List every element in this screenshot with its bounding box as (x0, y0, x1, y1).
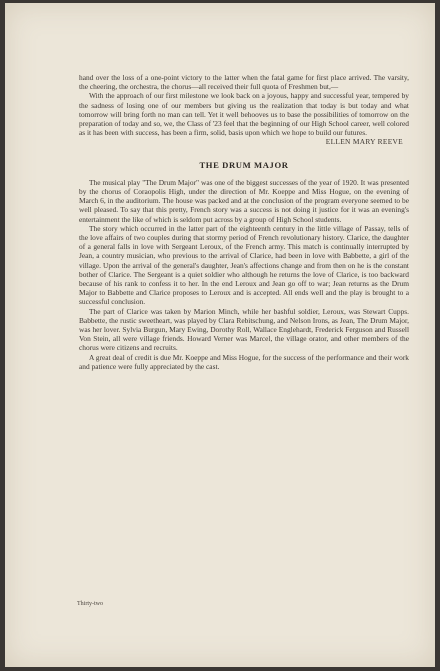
play-intro-paragraph: The musical play "The Drum Major" was one of the biggest successes of the year of 1920. It was presented by the chorus of Coraopolis High, under the direction of Mr. Koeppe and Miss Hogue, on the evening of March 6, in the auditorium. The house was packed and at the conclusion of the program everyone seemed to be well pleased. To say that this pretty, French story was a success is not doing it justice for it was an evening's entertainment the like of which is seldom put across by a group of High School students. (79, 177, 409, 224)
page-number: Thirty-two (77, 601, 103, 607)
document-page (5, 3, 435, 667)
class-paragraph: With the approach of our first milestone we look back on a joyous, happy and successful year, tempered by the sadness of losing one of our members but giving us the realization that today is but today and what tomorrow will bring forth no man can tell. Yet it well behooves us to base the possibilities of tomorrow on the preparation of today and so, we, the Class of '23 feel that the beginning of our High School career, well colored as it has been with success, has been a firm, solid, basis upon which we hope to build our futures. (79, 91, 409, 138)
page-body (79, 73, 409, 371)
intro-paragraph: hand over the loss of a one-point victory to the latter when the fatal game for first place arrived. The varsity, the cheering, the orchestra, the chorus—all received their full quota of Freshmen but,— (79, 73, 409, 92)
cast-paragraph: The part of Clarice was taken by Marion Minch, while her bashful soldier, Leroux, was Stewart Cupps. Babbette, the rustic sweetheart, was played by Clara Rebitschung, and Nelson Irons, as Jean, The Drum Major, was her lover. Sylvia Burgun, Mary Ewing, Dorothy Roll, Wallace Englehardt, Frederick Ferguson and Russell Von Stein, all were village friends. Howard Verner was Marcel, the village orator, and other members of the chorus were citizens and recruits. (79, 306, 409, 353)
author-signature: ELLEN MARY REEVE (325, 137, 403, 147)
story-paragraph: The story which occurred in the latter part of the eighteenth century in the little village of Passay, tells of the love affairs of two couples during that stormy period of French revolutionary history. Clarice, the daughter of a general falls in love with Sergeant Leroux, of the French army. This match is continually interrupted by Jean, a country musician, who previous to the arrival of Clarice, had been in love with Babbette, a girl of the village. Upon the arrival of the general's daughter, Jean's affections change and from then on he is the constant bother of Clarice. The Sergeant is a quiet soldier who although he returns the love of Clarice, is too backward because of his rank to confess it to her. In the end Leroux and Jean go off to war; Jean returns as the Drum Major to Babbette and Clarice proposes to Leroux and is accepted. All ends well and the play is brought to a successful conclusion. (79, 223, 409, 307)
credit-paragraph: A great deal of credit is due Mr. Koeppe and Miss Hogue, for the success of the performance and their work and patience were fully appreciated by the cast. (79, 352, 409, 371)
section-title: THE DRUM MAJOR (199, 159, 289, 170)
